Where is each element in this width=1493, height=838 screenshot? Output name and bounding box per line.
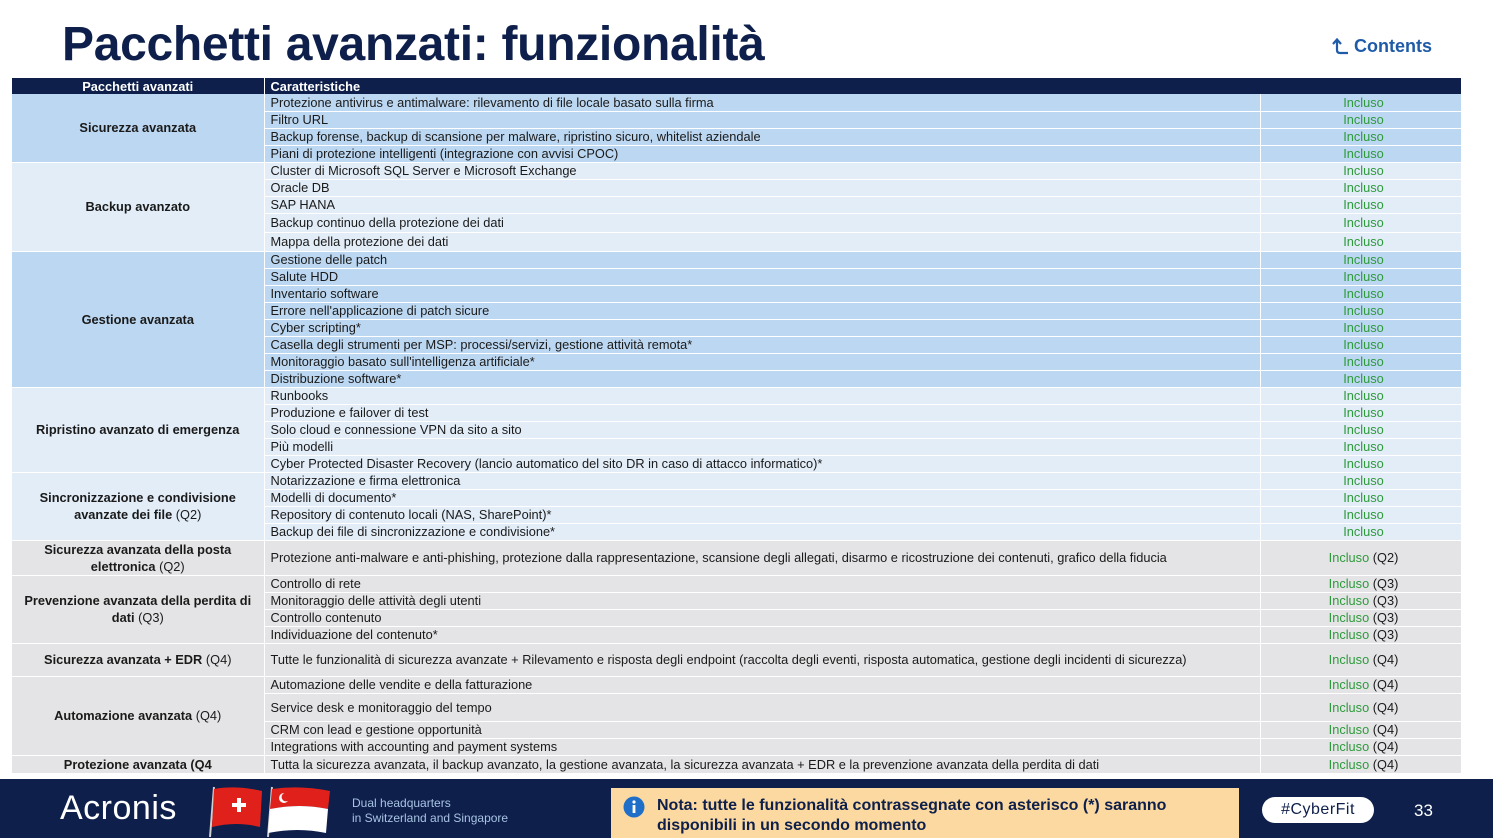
feature-cell: Monitoraggio delle attività degli utenti — [264, 592, 1260, 609]
status-included: Incluso — [1343, 490, 1384, 505]
table-header-row — [12, 78, 1461, 94]
contents-link[interactable] — [1332, 36, 1432, 57]
status-included: Incluso — [1343, 337, 1384, 352]
status-included: Incluso — [1328, 739, 1370, 754]
feature-cell: Service desk e monitoraggio del tempo — [264, 693, 1260, 721]
status-included: Incluso — [1343, 269, 1384, 284]
table-row — [12, 575, 1461, 592]
feature-cell: Runbooks — [264, 387, 1260, 404]
header-packages: Pacchetti avanzati — [12, 78, 264, 94]
header-features: Caratteristiche — [264, 78, 1461, 94]
feature-cell: Piani di protezione intelligenti (integrazione con avvisi CPOC) — [264, 145, 1260, 162]
page-number: 33 — [1414, 801, 1433, 820]
status-quarter: (Q4) — [1372, 677, 1399, 692]
package-name-cell — [12, 540, 264, 575]
status-cell — [1260, 506, 1461, 523]
feature-cell: Filtro URL — [264, 111, 1260, 128]
feature-cell: Salute HDD — [264, 268, 1260, 285]
status-included: Incluso — [1328, 722, 1370, 737]
feature-cell: Backup forense, backup di scansione per malware, ripristino sicuro, whitelist aziendale — [264, 128, 1260, 145]
package-name-cell — [12, 643, 264, 676]
package-name-cell — [12, 575, 264, 643]
table-row — [12, 643, 1461, 676]
status-cell — [1260, 523, 1461, 540]
status-included: Incluso — [1343, 112, 1384, 127]
status-included: Incluso — [1328, 576, 1370, 591]
package-name: Automazione avanzata — [54, 708, 193, 723]
status-cell — [1260, 370, 1461, 387]
note-text: Nota: tutte le funzionalità contrassegnate con asterisco (*) saranno disponibili in un secondo momento — [657, 797, 1167, 834]
table-row — [12, 94, 1461, 111]
package-name-cell — [12, 472, 264, 540]
status-included: Incluso — [1343, 524, 1384, 539]
package-name: Prevenzione avanzata della perdita di dati — [24, 593, 252, 625]
feature-cell: Controllo contenuto — [264, 609, 1260, 626]
status-cell — [1260, 421, 1461, 438]
table-row — [12, 676, 1461, 693]
status-included: Incluso — [1343, 180, 1384, 195]
package-name: Ripristino avanzato di emergenza — [36, 422, 240, 437]
status-quarter: (Q4) — [1372, 722, 1399, 737]
status-included: Incluso — [1328, 593, 1370, 608]
status-cell — [1260, 404, 1461, 421]
status-included: Incluso — [1343, 129, 1384, 144]
package-name: Sicurezza avanzata della posta elettronica — [44, 541, 232, 574]
status-cell — [1260, 213, 1461, 232]
status-included: Incluso — [1328, 627, 1370, 642]
table-row — [12, 162, 1461, 179]
feature-cell: Backup continuo della protezione dei dati — [264, 213, 1260, 232]
package-name-cell — [12, 387, 264, 472]
status-cell — [1260, 268, 1461, 285]
return-arrow-icon — [1332, 38, 1350, 56]
status-included: Incluso — [1343, 422, 1384, 437]
package-name-cell — [12, 755, 264, 773]
feature-cell: SAP HANA — [264, 196, 1260, 213]
status-cell — [1260, 721, 1461, 738]
feature-cell: Repository di contenuto locali (NAS, SharePoint)* — [264, 506, 1260, 523]
hq-line-1: Dual headquarters — [352, 796, 451, 810]
note-box — [611, 788, 1239, 838]
package-name: Sicurezza avanzata + EDR — [44, 652, 203, 667]
acronis-logo: Acronis — [60, 789, 177, 827]
contents-link-label: Contents — [1354, 36, 1432, 56]
package-quarter: (Q3) — [138, 610, 164, 625]
status-quarter: (Q3) — [1372, 576, 1399, 591]
status-cell — [1260, 489, 1461, 506]
feature-cell: Distribuzione software* — [264, 370, 1260, 387]
table-row — [12, 472, 1461, 489]
status-quarter: (Q3) — [1372, 610, 1399, 625]
status-included: Incluso — [1343, 354, 1384, 369]
status-cell — [1260, 111, 1461, 128]
status-cell — [1260, 285, 1461, 302]
package-name-cell — [12, 251, 264, 387]
package-quarter: (Q4) — [195, 708, 222, 723]
table-row — [12, 755, 1461, 773]
status-cell — [1260, 162, 1461, 179]
status-cell — [1260, 145, 1461, 162]
feature-cell: Individuazione del contenuto* — [264, 626, 1260, 643]
table-row — [12, 387, 1461, 404]
status-cell — [1260, 302, 1461, 319]
status-included: Incluso — [1343, 94, 1384, 110]
status-included: Incluso — [1328, 677, 1370, 692]
feature-cell: Tutte le funzionalità di sicurezza avanzate + Rilevamento e risposta degli endpoint (raccolta degli eventi, risposta automatica, gestione degli incidenti di sicurezza) — [264, 643, 1260, 676]
flags-icon — [206, 783, 332, 837]
feature-cell: Backup dei file di sincronizzazione e condivisione* — [264, 523, 1260, 540]
status-included: Incluso — [1343, 286, 1384, 301]
feature-cell: Tutta la sicurezza avanzata, il backup avanzato, la gestione avanzata, la sicurezza avanzata + EDR e la prevenzione avanzata della perdita di dati — [264, 755, 1260, 773]
status-quarter: (Q3) — [1372, 627, 1399, 642]
info-icon — [623, 796, 645, 818]
feature-cell: Più modelli — [264, 438, 1260, 455]
status-quarter: (Q4) — [1372, 652, 1399, 667]
status-included: Incluso — [1343, 146, 1384, 161]
status-cell — [1260, 336, 1461, 353]
status-cell — [1260, 387, 1461, 404]
package-name-cell — [12, 162, 264, 251]
feature-cell: Produzione e failover di test — [264, 404, 1260, 421]
status-cell — [1260, 251, 1461, 268]
status-included: Incluso — [1343, 234, 1384, 249]
feature-cell: Controllo di rete — [264, 575, 1260, 592]
package-quarter: (Q2) — [159, 558, 185, 574]
status-included: Incluso — [1343, 320, 1384, 335]
feature-cell: Errore nell'applicazione di patch sicure — [264, 302, 1260, 319]
status-included: Incluso — [1343, 507, 1384, 522]
hq-line-2: in Switzerland and Singapore — [352, 811, 509, 825]
feature-cell: Solo cloud e connessione VPN da sito a sito — [264, 421, 1260, 438]
package-name: Protezione avanzata (Q4 — [63, 756, 212, 772]
package-name: Sincronizzazione e condivisione avanzate dei file — [39, 490, 236, 522]
status-included: Incluso — [1328, 610, 1370, 625]
feature-cell: Oracle DB — [264, 179, 1260, 196]
status-included: Incluso — [1343, 371, 1384, 386]
status-cell — [1260, 676, 1461, 693]
status-included: Incluso — [1343, 456, 1384, 471]
status-included: Incluso — [1328, 550, 1370, 565]
status-included: Incluso — [1343, 215, 1384, 230]
feature-cell: Protezione antivirus e antimalware: rilevamento di file locale basato sulla firma — [264, 94, 1260, 111]
feature-cell: Notarizzazione e firma elettronica — [264, 472, 1260, 489]
status-quarter: (Q2) — [1372, 550, 1399, 565]
status-cell — [1260, 575, 1461, 592]
feature-cell: Monitoraggio basato sull'intelligenza artificiale* — [264, 353, 1260, 370]
status-cell — [1260, 540, 1461, 575]
feature-cell: Inventario software — [264, 285, 1260, 302]
status-quarter: (Q4) — [1372, 699, 1399, 715]
features-table — [12, 78, 1462, 774]
package-name: Gestione avanzata — [81, 311, 194, 327]
status-included: Incluso — [1328, 756, 1370, 772]
feature-cell: Cyber Protected Disaster Recovery (lancio automatico del sito DR in caso di attacco informatico)* — [264, 455, 1260, 472]
status-included: Incluso — [1343, 405, 1384, 420]
feature-cell: Automazione delle vendite e della fatturazione — [264, 676, 1260, 693]
feature-cell: CRM con lead e gestione opportunità — [264, 721, 1260, 738]
status-included: Incluso — [1343, 473, 1384, 488]
status-cell — [1260, 438, 1461, 455]
status-cell — [1260, 232, 1461, 251]
status-included: Incluso — [1328, 652, 1370, 667]
status-cell — [1260, 693, 1461, 721]
package-name: Sicurezza avanzata — [79, 120, 197, 136]
status-cell — [1260, 94, 1461, 111]
feature-cell: Cyber scripting* — [264, 319, 1260, 336]
status-cell — [1260, 609, 1461, 626]
status-included: Incluso — [1343, 163, 1384, 178]
package-name-cell — [12, 676, 264, 755]
table-row — [12, 251, 1461, 268]
status-quarter: (Q4) — [1372, 756, 1399, 772]
status-included: Incluso — [1343, 252, 1384, 267]
status-cell — [1260, 319, 1461, 336]
status-quarter: (Q4) — [1372, 739, 1399, 754]
status-cell — [1260, 643, 1461, 676]
status-included: Incluso — [1343, 197, 1384, 212]
package-quarter: (Q2) — [175, 507, 202, 522]
feature-cell: Cluster di Microsoft SQL Server e Microsoft Exchange — [264, 162, 1260, 179]
status-cell — [1260, 626, 1461, 643]
status-cell — [1260, 353, 1461, 370]
status-cell — [1260, 755, 1461, 773]
feature-cell: Gestione delle patch — [264, 251, 1260, 268]
feature-cell: Protezione anti-malware e anti-phishing, protezione dalla rappresentazione, scansione degli allegati, disarmo e ricostruzione dei contenuti, grafico della fiducia — [264, 540, 1260, 575]
footer-bar — [0, 779, 1493, 838]
status-included: Incluso — [1343, 439, 1384, 454]
status-cell — [1260, 179, 1461, 196]
feature-cell: Casella degli strumenti per MSP: processi/servizi, gestione attività remota* — [264, 336, 1260, 353]
status-included: Incluso — [1328, 699, 1370, 715]
status-cell — [1260, 738, 1461, 755]
slide-title: Pacchetti avanzati: funzionalità — [62, 18, 765, 71]
status-included: Incluso — [1343, 303, 1384, 318]
status-cell — [1260, 196, 1461, 213]
headquarters-text — [352, 796, 508, 826]
package-name-cell — [12, 94, 264, 162]
table-row — [12, 540, 1461, 575]
package-quarter: (Q4) — [205, 652, 232, 667]
feature-cell: Integrations with accounting and payment systems — [264, 738, 1260, 755]
feature-cell: Mappa della protezione dei dati — [264, 232, 1260, 251]
table-body — [12, 94, 1461, 773]
cyberfit-hashtag: #CyberFit — [1262, 797, 1374, 823]
package-name: Backup avanzato — [85, 199, 191, 214]
status-cell — [1260, 592, 1461, 609]
status-included: Incluso — [1343, 388, 1384, 403]
status-cell — [1260, 455, 1461, 472]
status-cell — [1260, 472, 1461, 489]
feature-cell: Modelli di documento* — [264, 489, 1260, 506]
status-cell — [1260, 128, 1461, 145]
status-quarter: (Q3) — [1372, 593, 1399, 608]
